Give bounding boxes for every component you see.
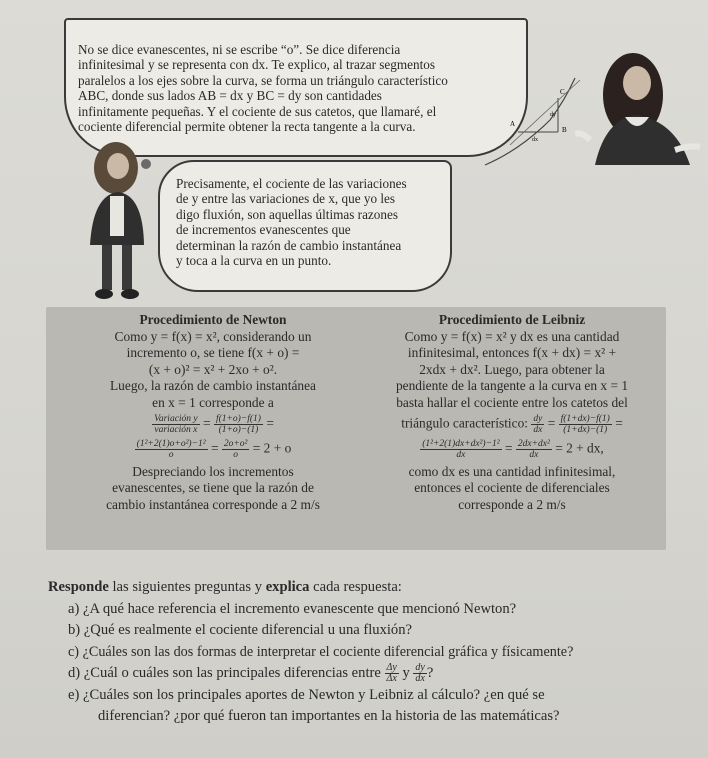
equals-sign: = bbox=[547, 415, 556, 431]
fraction-numerator: (1²+2(1)dx+dx²)−1² bbox=[422, 438, 500, 449]
newton-line: evanescentes, se tiene que la razón de bbox=[112, 480, 314, 496]
leibniz-line: infinitesimal, entonces f(x + dx) = x² + bbox=[407, 345, 617, 361]
leibniz-line: 2xdx + dx². Luego, para obtener la bbox=[419, 361, 605, 377]
fraction-denominator: variación x bbox=[154, 424, 198, 435]
question-d-text: ? bbox=[426, 665, 434, 681]
newton-line: Despreciando los incrementos bbox=[132, 463, 294, 479]
question-d bbox=[48, 663, 698, 685]
label-b: B bbox=[562, 126, 567, 134]
newton-line: cambio instantánea corresponde a 2 m/s bbox=[106, 496, 320, 512]
leibniz-fraction-row-2 bbox=[362, 439, 662, 460]
equals-sign: = bbox=[615, 415, 623, 431]
newton-fraction-row-2 bbox=[68, 439, 358, 460]
leibniz-illustration bbox=[575, 35, 705, 165]
question-d-text: y bbox=[402, 665, 410, 681]
bubble-line: paralelos a los ejes sobre la curva, se forma un triángulo característico bbox=[78, 72, 448, 88]
fraction-numerator: 2o+o² bbox=[223, 438, 248, 449]
newton-line: incremento o, se tiene f(x + o) = bbox=[126, 345, 300, 361]
leibniz-fraction-row-1 bbox=[362, 414, 662, 435]
label-dy: dy bbox=[550, 112, 556, 118]
leibniz-speech-text bbox=[78, 42, 518, 134]
fraction-denominator: dx bbox=[456, 449, 466, 460]
face-shape bbox=[107, 153, 129, 179]
leibniz-result: = 2 + dx, bbox=[555, 440, 604, 456]
leg-left bbox=[102, 245, 112, 290]
bubble-line: cociente diferencial permite obtener la recta tangente a la curva. bbox=[78, 119, 416, 135]
fraction bbox=[152, 414, 200, 435]
fraction-numerator: f(1+dx)−f(1) bbox=[560, 413, 610, 424]
fraction bbox=[559, 414, 612, 435]
fraction-numerator: dy bbox=[533, 413, 543, 424]
shirt-shape bbox=[110, 196, 124, 236]
newton-illustration bbox=[78, 140, 153, 305]
label-dx: dx bbox=[532, 137, 538, 143]
label-c: C bbox=[560, 88, 565, 96]
fraction-denominator: (1+dx)−(1) bbox=[563, 424, 608, 435]
bubble-line: y toca a la curva en un punto. bbox=[176, 253, 332, 269]
newton-procedure bbox=[68, 312, 358, 513]
fraction-numerator: f(1+o)−f(1) bbox=[215, 413, 261, 424]
apple-shape bbox=[141, 159, 151, 169]
bubble-line: Precisamente, el cociente de las variaciones bbox=[176, 176, 407, 191]
question-a: a) ¿A qué hace referencia el incremento evanescente que mencionó Newton? bbox=[68, 600, 517, 617]
fraction-numerator: 2dx+dx² bbox=[517, 438, 550, 449]
equals-sign: = bbox=[504, 440, 513, 456]
fraction bbox=[135, 439, 208, 460]
fraction bbox=[214, 414, 263, 435]
question-e-line-2: diferencian? ¿por qué fueron tan importantes en la historia de las matemáticas? bbox=[98, 708, 560, 724]
fraction-denominator: (1+o)−(1) bbox=[218, 424, 259, 435]
equals-sign: = bbox=[266, 415, 274, 431]
fraction-numerator: (1²+2(1)o+o²)−1² bbox=[136, 438, 206, 449]
leibniz-procedure-title: Procedimiento de Leibniz bbox=[438, 312, 586, 327]
bubble-line: de y entre las variaciones de x, que yo les bbox=[176, 191, 395, 207]
face-shape bbox=[623, 66, 651, 100]
question-d-text: d) ¿Cuál o cuáles son las principales diferencias entre bbox=[68, 665, 381, 681]
questions-section bbox=[48, 577, 698, 728]
fraction bbox=[420, 439, 501, 460]
newton-line: Luego, la razón de cambio instantánea bbox=[110, 378, 316, 394]
fraction-numerator: Variación y bbox=[154, 413, 198, 424]
fraction-denominator: dx bbox=[529, 449, 539, 460]
instruction-bold: Responde bbox=[48, 579, 109, 595]
leibniz-line: como dx es una cantidad infinitesimal, bbox=[408, 463, 616, 479]
fraction bbox=[222, 439, 250, 460]
fraction bbox=[516, 439, 552, 460]
instruction-text: cada respuesta: bbox=[309, 579, 402, 595]
instruction-text: las siguientes preguntas y bbox=[108, 579, 266, 595]
tangent-line bbox=[510, 80, 580, 145]
bubble-line: No se dice evanescentes, ni se escribe “o”. Se dice diferencia bbox=[78, 42, 401, 57]
newton-line: Como y = f(x) = x², considerando un bbox=[114, 328, 312, 344]
fraction-denominator: o bbox=[233, 449, 239, 460]
questions-instruction bbox=[48, 577, 698, 599]
fraction-denominator: o bbox=[168, 449, 174, 460]
fraction-denominator: dx bbox=[415, 673, 425, 685]
fraction-denominator: dx bbox=[533, 424, 543, 435]
fraction-numerator: dy bbox=[415, 662, 425, 674]
leibniz-line: corresponde a 2 m/s bbox=[458, 496, 566, 512]
equals-sign: = bbox=[203, 415, 211, 431]
pointing-hand-shape bbox=[675, 146, 700, 150]
bubble-line: digo fluxión, son aquellas últimas razones bbox=[176, 206, 398, 222]
equals-sign: = bbox=[210, 440, 219, 456]
leibniz-line: Como y = f(x) = x² y dx es una cantidad bbox=[404, 328, 620, 344]
leibniz-line: pendiente de la tangente a la curva en x = 1 bbox=[395, 378, 629, 394]
fraction bbox=[413, 663, 426, 684]
fraction bbox=[385, 663, 399, 684]
shoe-left bbox=[95, 289, 113, 299]
question-b: b) ¿Qué es realmente el cociente diferencial u una fluxión? bbox=[68, 622, 413, 638]
leibniz-procedure bbox=[362, 312, 662, 513]
leg-right bbox=[122, 245, 132, 290]
bubble-line: de incrementos evanescentes que bbox=[176, 222, 351, 238]
newton-fraction-row-1 bbox=[68, 414, 358, 435]
fraction bbox=[531, 414, 544, 435]
newton-procedure-title: Procedimiento de Newton bbox=[139, 312, 287, 327]
shoe-right bbox=[121, 289, 139, 299]
leibniz-speech-bubble bbox=[64, 18, 528, 157]
characteristic-triangle-figure bbox=[480, 70, 590, 180]
question-c: c) ¿Cuáles son las dos formas de interpretar el cociente diferencial gráfica y físicamente? bbox=[68, 643, 574, 660]
newton-line: (x + o)² = x² + 2xo + o². bbox=[148, 361, 278, 377]
fraction-numerator: Δy bbox=[386, 662, 397, 674]
bubble-line: infinitamente pequeñas. Y el cociente de sus catetos, que llamaré, el bbox=[78, 103, 437, 119]
label-a: A bbox=[510, 120, 516, 128]
leibniz-line: basta hallar el cociente entre los catetos del bbox=[396, 394, 628, 410]
bubble-line: infinitesimal y se representa con dx. Te explico, al trazar segmentos bbox=[78, 57, 435, 73]
bubble-line: determinan la razón de cambio instantánea bbox=[176, 237, 402, 253]
hand-shape bbox=[575, 133, 590, 140]
fraction-denominator: Δx bbox=[386, 673, 397, 685]
leibniz-line: entonces el cociente de diferenciales bbox=[414, 480, 610, 496]
newton-result: = 2 + o bbox=[252, 440, 292, 456]
newton-speech-text bbox=[176, 176, 446, 268]
question-e-line-1: e) ¿Cuáles son los principales aportes de Newton y Leibniz al cálculo? ¿en qué se bbox=[68, 686, 545, 703]
instruction-bold: explica bbox=[265, 579, 310, 595]
newton-speech-bubble bbox=[158, 160, 452, 292]
leibniz-line: triángulo característico: bbox=[401, 415, 528, 431]
newton-line: en x = 1 corresponde a bbox=[152, 394, 274, 410]
bubble-line: ABC, donde sus lados AB = dx y BC = dy son cantidades bbox=[78, 88, 382, 104]
